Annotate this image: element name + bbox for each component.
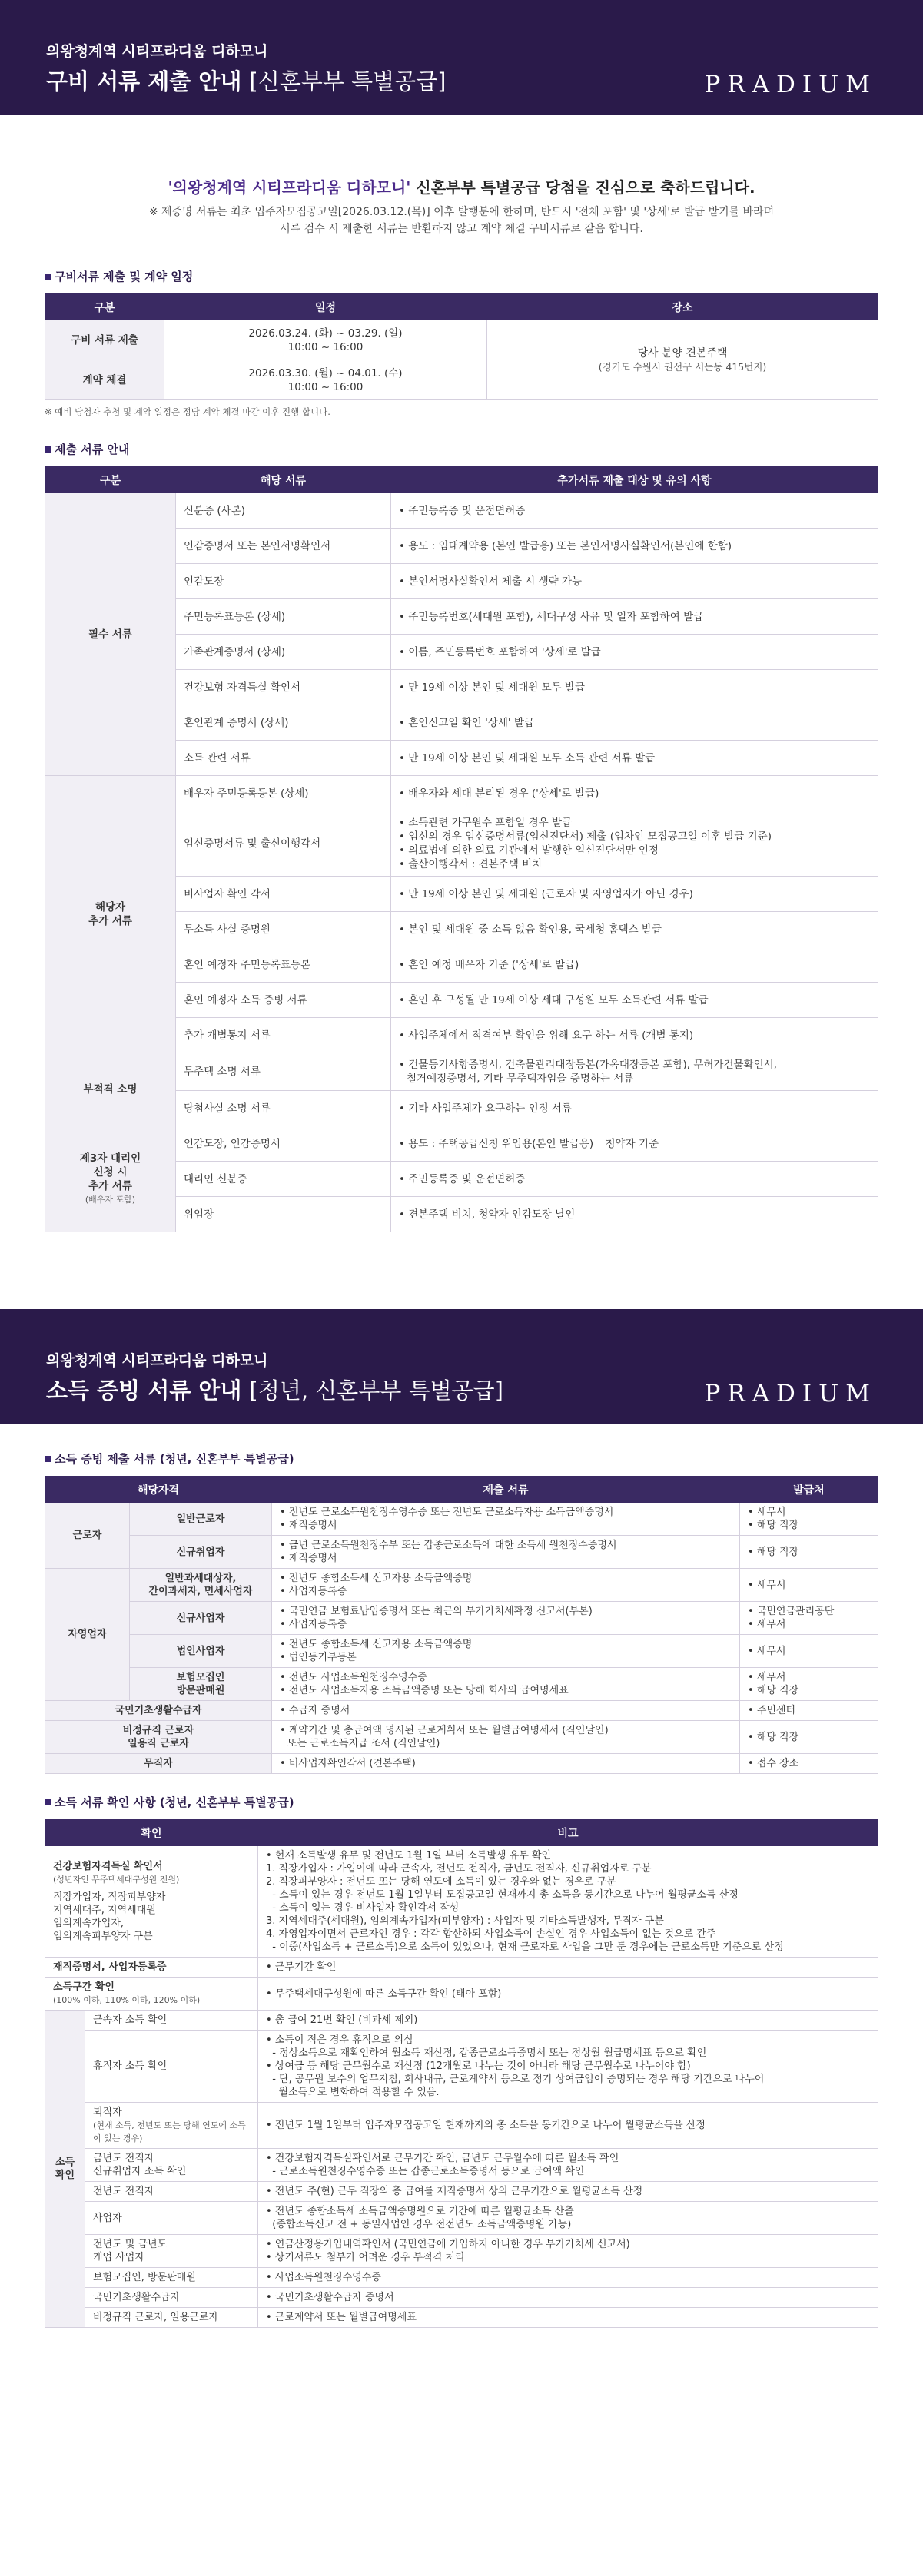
document-note: • 만 19세 이상 본인 및 세대원 (근로자 및 자영업자가 아닌 경우) xyxy=(391,877,878,912)
check-label: 보험모집인, 방문판매원 xyxy=(85,2268,258,2288)
document-note: • 혼인 예정 배우자 기준 ('상세'로 발급) xyxy=(391,947,878,983)
document-note: • 이름, 주민등록번호 포함하여 '상세'로 발급 xyxy=(391,635,878,670)
document-name: 가족관계증명서 (상세) xyxy=(176,635,391,670)
table-row xyxy=(45,1668,878,1701)
issuer: • 해당 직장 xyxy=(740,1536,878,1569)
table-row xyxy=(45,1126,878,1162)
qualification: 무직자 xyxy=(45,1754,272,1774)
table-row xyxy=(45,2182,878,2202)
document-note: • 본인 및 세대원 중 소득 없음 확인용, 국세청 홈택스 발급 xyxy=(391,912,878,947)
table-header: 해당 서류 xyxy=(176,467,391,493)
check-label: 사업자 xyxy=(85,2202,258,2235)
congrats-headline: '의왕청계역 시티프라디움 디하모니' 신혼부부 특별공급 당첨을 진심으로 축하드립니다. xyxy=(168,178,755,197)
document-name: 추가 개별통지 서류 xyxy=(176,1018,391,1053)
income-docs: • 계약기간 및 총급여액 명시된 근로계획서 또는 월별급여명세서 (직인날인) 또는 근로소득지급 조서 (직인날인) xyxy=(272,1721,740,1754)
document-name: 혼인 예정자 소득 증빙 서류 xyxy=(176,983,391,1018)
document-name: 건강보험 자격득실 확인서 xyxy=(176,670,391,705)
issuer: • 세무서 • 해당 직장 xyxy=(740,1503,878,1536)
qualification-sub: 신규사업자 xyxy=(130,1602,272,1635)
header-banner xyxy=(0,1309,923,1424)
income-docs: • 금년 근로소득원천징수부 또는 갑종근로소득에 대한 소득세 원천징수증명서 • 재직증명서 xyxy=(272,1536,740,1569)
schedule-table xyxy=(45,293,878,400)
document-note: • 주민등록증 및 운전면허증 xyxy=(391,493,878,529)
check-note: • 전년도 1월 1일부터 입주자모집공고일 현재까지의 총 소득을 동기간으로 나누어 월평균소득을 산정 xyxy=(258,2103,878,2149)
check-note: • 근로계약서 또는 월별급여명세표 xyxy=(258,2308,878,2328)
table-header: 제출 서류 xyxy=(272,1477,740,1503)
document-note: • 소득관련 가구원수 포함일 경우 발급 • 임신의 경우 임신증명서류(임신진단서) 제출 (임차인 모집공고일 이후 발급 기준) • 의료법에 의한 의료 기관에서 발행한 임신진단서만 인정 • 출산이행각서 : 견본주택 비치 xyxy=(391,811,878,877)
document-name: 무주택 소명 서류 xyxy=(176,1053,391,1091)
document-note: • 견본주택 비치, 청약자 인감도장 날인 xyxy=(391,1197,878,1232)
table-header: 확인 xyxy=(45,1820,258,1846)
qualification-group: 근로자 xyxy=(45,1503,130,1569)
group-label: 필수 서류 xyxy=(45,493,176,776)
check-note: • 무주택세대구성원에 따른 소득구간 확인 (태아 포함) xyxy=(258,1978,878,2011)
header-banner xyxy=(0,0,923,115)
issuer: • 접수 장소 xyxy=(740,1754,878,1774)
table-row xyxy=(45,1635,878,1668)
document-name: 당첨사실 소명 서류 xyxy=(176,1091,391,1126)
check-label: 근속자 소득 확인 xyxy=(85,2011,258,2031)
document-name: 대리인 신분증 xyxy=(176,1162,391,1197)
table-header: 비고 xyxy=(258,1820,878,1846)
documents-table xyxy=(45,466,878,1232)
table-row xyxy=(45,1978,878,2011)
document-note: • 주민등록번호(세대원 포함), 세대구성 사유 및 일자 포함하여 발급 xyxy=(391,599,878,635)
document-name: 주민등록표등본 (상세) xyxy=(176,599,391,635)
group-label: 부적격 소명 xyxy=(45,1053,176,1126)
check-label: 금년도 전직자 신규취업자 소득 확인 xyxy=(85,2149,258,2182)
table-header: 발급처 xyxy=(740,1477,878,1503)
document-name: 혼인관계 증명서 (상세) xyxy=(176,705,391,741)
document-note: • 주민등록증 및 운전면허증 xyxy=(391,1162,878,1197)
issuer: • 세무서 xyxy=(740,1635,878,1668)
schedule-date: 2026.03.24. (화) ~ 03.29. (일) 10:00 ~ 16:00 xyxy=(164,320,487,360)
table-row xyxy=(45,1721,878,1754)
check-label: 소득구간 확인 (100% 이하, 110% 이하, 120% 이하) xyxy=(45,1978,258,2011)
document-name: 비사업자 확인 각서 xyxy=(176,877,391,912)
document-note: • 혼인 후 구성될 만 19세 이상 세대 구성원 모두 소득관련 서류 발급 xyxy=(391,983,878,1018)
document-note: • 혼인신고일 확인 '상세' 발급 xyxy=(391,705,878,741)
qualification: 비정규직 근로자 일용직 근로자 xyxy=(45,1721,272,1754)
schedule-date: 2026.03.30. (월) ~ 04.01. (수) 10:00 ~ 16:00 xyxy=(164,360,487,400)
check-note: • 국민기초생활수급자 증명서 xyxy=(258,2288,878,2308)
check-group-label: 소득 확인 xyxy=(45,2011,85,2328)
table-row xyxy=(45,776,878,811)
document-name: 임신증명서류 및 출신이행각서 xyxy=(176,811,391,877)
issuer: • 국민연금관리공단 • 세무서 xyxy=(740,1602,878,1635)
qualification-sub: 일반근로자 xyxy=(130,1503,272,1536)
issuer: • 해당 직장 xyxy=(740,1721,878,1754)
document-note: • 만 19세 이상 본인 및 세대원 모두 소득 관련 서류 발급 xyxy=(391,741,878,776)
table-row xyxy=(45,1701,878,1721)
document-note: • 건물등기사항증명서, 건축물관리대장등본(가옥대장등본 포함), 무허가건물확인서, 철거예정증명서, 기타 무주택자임을 증명하는 서류 xyxy=(391,1053,878,1091)
check-note: • 전년도 종합소득세 소득금액증명원으로 기간에 따른 월평균소득 산출 (종합소득신고 전 + 동일사업인 경우 전전년도 소득금액증명원 가능) xyxy=(258,2202,878,2235)
congrats-note: ※ 제증명 서류는 최초 입주자모집공고일[2026.03.12.(목)] 이후 발행분에 한하며, 반드시 '전체 포함' 및 '상세'로 발급 받기를 바라며 서류 검수 시 제출한 서류는 반환하지 않고 계약 체결 구비서류로 갈음 합니다. xyxy=(148,206,775,235)
document-note: • 기타 사업주체가 요구하는 인정 서류 xyxy=(391,1091,878,1126)
check-label: 재직증명서, 사업자등록증 xyxy=(45,1958,258,1978)
qualification-sub: 법인사업자 xyxy=(130,1635,272,1668)
check-label: 전년도 전직자 xyxy=(85,2182,258,2202)
section-title: 소득 서류 확인 사항 (청년, 신혼부부 특별공급) xyxy=(45,1794,878,1810)
check-note: • 총 급여 21번 확인 (비과세 제외) xyxy=(258,2011,878,2031)
document-name: 소득 관련 서류 xyxy=(176,741,391,776)
table-header: 장소 xyxy=(487,294,878,320)
check-note: • 사업소득원천징수영수증 xyxy=(258,2268,878,2288)
check-note: • 전년도 주(현) 근무 직장의 총 급여를 재직증명서 상의 근무기간으로 월평균소득 산정 xyxy=(258,2182,878,2202)
table-row xyxy=(45,2103,878,2149)
group-label: 제3자 대리인 신청 시 추가 서류 (배우자 포함) xyxy=(45,1126,176,1232)
schedule-label: 계약 체결 xyxy=(45,360,164,400)
qualification: 국민기초생활수급자 xyxy=(45,1701,272,1721)
check-label: 비정규직 근로자, 일용근로자 xyxy=(85,2308,258,2328)
issuer: • 주민센터 xyxy=(740,1701,878,1721)
document-note: • 만 19세 이상 본인 및 세대원 모두 발급 xyxy=(391,670,878,705)
income-documents-table xyxy=(45,1476,878,1774)
brand-logo: PRADIUM xyxy=(704,1380,877,1407)
qualification-group: 자영업자 xyxy=(45,1569,130,1701)
income-docs: • 국민연금 보험료납입증명서 또는 최근의 부가가치세확정 신고서(부본) • 사업자등록증 xyxy=(272,1602,740,1635)
table-row xyxy=(45,1846,878,1958)
document-name: 배우자 주민등록등본 (상세) xyxy=(176,776,391,811)
document-name: 위임장 xyxy=(176,1197,391,1232)
issuer: • 세무서 • 해당 직장 xyxy=(740,1668,878,1701)
congratulation-message xyxy=(0,175,923,237)
table-row xyxy=(45,2308,878,2328)
income-docs: • 전년도 근로소득원천징수영수증 또는 전년도 근로소득자용 소득금액증명서 • 재직증명서 xyxy=(272,1503,740,1536)
section-title: 소득 증빙 제출 서류 (청년, 신혼부부 특별공급) xyxy=(45,1450,878,1467)
check-note: • 건강보험자격득실확인서로 근무기간 확인, 금년도 근무월수에 따른 월소득 확인 - 근로소득원천징수영수증 또는 갑종근로소득증명서 등으로 급여액 확인 xyxy=(258,2149,878,2182)
table-row xyxy=(45,1503,878,1536)
brand-logo: PRADIUM xyxy=(704,71,877,98)
table-header: 일정 xyxy=(164,294,487,320)
document-note: • 용도 : 임대계약용 (본인 발급용) 또는 본인서명사실확인서(본인에 한함) xyxy=(391,529,878,564)
group-label: 해당자 추가 서류 xyxy=(45,776,176,1053)
banner-title: 구비 서류 제출 안내 [신혼부부 특별공급] xyxy=(46,68,447,94)
table-row xyxy=(45,1536,878,1569)
check-label: 건강보험자격득실 확인서 (성년자인 무주택세대구성원 전원) 직장가입자, 직장피부양자 지역세대주, 지역세대원 임의계속가입자, 임의계속피부양자 구분 xyxy=(45,1846,258,1958)
qualification-sub: 보험모집인 방문판매원 xyxy=(130,1668,272,1701)
income-check-table xyxy=(45,1819,878,2328)
issuer: • 세무서 xyxy=(740,1569,878,1602)
income-docs: • 전년도 종합소득세 신고자용 소득금액증명 • 법인등기부등본 xyxy=(272,1635,740,1668)
section-title: 구비서류 제출 및 계약 일정 xyxy=(45,268,878,284)
table-row xyxy=(45,1958,878,1978)
check-label: 휴직자 소득 확인 xyxy=(85,2031,258,2103)
check-note: • 근무기간 확인 xyxy=(258,1958,878,1978)
income-docs: • 수급자 증명서 xyxy=(272,1701,740,1721)
income-docs: • 전년도 사업소득원천징수영수증 • 전년도 사업소득자용 소득금액증명 또는 당해 회사의 급여명세표 xyxy=(272,1668,740,1701)
document-name: 신분증 (사본) xyxy=(176,493,391,529)
qualification-sub: 신규취업자 xyxy=(130,1536,272,1569)
document-name: 인감도장, 인감증명서 xyxy=(176,1126,391,1162)
table-row xyxy=(45,2031,878,2103)
check-note: • 소득이 적은 경우 휴직으로 의심 - 정상소득으로 재확인하여 월소득 재산정, 갑종근로소득증명서 또는 정상월 월급명세표 등으로 확인 • 상여금 등 해당 근무월수로 재산정 (12개월로 나누는 것이 아니라 해당 근무월수로 나누어야 함) - 단, 공무원 보수의 업무지침, 회사내규, 근로계약서 등으로 정기 상여금임이 증명되는 경우 해당 기간으로 나누어 월소득으로 변화하여 적용할 수 있음. xyxy=(258,2031,878,2103)
banner-subtitle: 의왕청계역 시티프라디움 디하모니 xyxy=(46,1352,268,1369)
schedule-note: ※ 예비 당첨자 추첨 및 계약 일정은 정당 계약 체결 마감 이후 진행 합니다. xyxy=(45,406,330,417)
schedule-label: 구비 서류 제출 xyxy=(45,320,164,360)
banner-subtitle: 의왕청계역 시티프라디움 디하모니 xyxy=(46,43,268,60)
table-row xyxy=(45,493,878,529)
document-note: • 용도 : 주택공급신청 위임용(본인 발급용) _ 청약자 기준 xyxy=(391,1126,878,1162)
table-header: 구분 xyxy=(45,467,176,493)
table-row xyxy=(45,2149,878,2182)
table-header: 구분 xyxy=(45,294,164,320)
table-row xyxy=(45,1053,878,1091)
table-header: 해당자격 xyxy=(45,1477,272,1503)
document-name: 인감증명서 또는 본인서명확인서 xyxy=(176,529,391,564)
table-header: 추가서류 제출 대상 및 유의 사항 xyxy=(391,467,878,493)
document-note: • 본인서명사실확인서 제출 시 생략 가능 xyxy=(391,564,878,599)
check-label: 국민기초생활수급자 xyxy=(85,2288,258,2308)
table-row xyxy=(45,2288,878,2308)
check-label: 퇴직자 (현재 소득, 전년도 또는 당해 연도에 소득이 있는 경우) xyxy=(85,2103,258,2149)
schedule-place: 당사 분양 견본주택 (경기도 수원시 권선구 서둔동 415번지) xyxy=(487,320,878,400)
income-docs: • 비사업자확인각서 (견본주택) xyxy=(272,1754,740,1774)
table-row xyxy=(45,2202,878,2235)
document-name: 무소득 사실 증명원 xyxy=(176,912,391,947)
qualification-sub: 일반과세대상자, 간이과세자, 면세사업자 xyxy=(130,1569,272,1602)
table-row xyxy=(45,1754,878,1774)
check-note: • 연금산정용가입내역확인서 (국민연금에 가입하지 아니한 경우 부가가치세 신고서) • 상기서류도 첨부가 어려운 경우 부적격 처리 xyxy=(258,2235,878,2268)
document-name: 인감도장 xyxy=(176,564,391,599)
section-title: 제출 서류 안내 xyxy=(45,441,878,457)
document-name: 혼인 예정자 주민등록표등본 xyxy=(176,947,391,983)
square-bullet-icon xyxy=(45,1456,51,1462)
income-docs: • 전년도 종합소득세 신고자용 소득금액증명 • 사업자등록증 xyxy=(272,1569,740,1602)
check-label: 전년도 및 금년도 개업 사업자 xyxy=(85,2235,258,2268)
table-row xyxy=(45,1569,878,1602)
square-bullet-icon xyxy=(45,1799,51,1805)
banner-title: 소득 증빙 서류 안내 [청년, 신혼부부 특별공급] xyxy=(46,1378,503,1404)
document-note: • 사업주체에서 적격여부 확인을 위해 요구 하는 서류 (개별 통지) xyxy=(391,1018,878,1053)
table-row xyxy=(45,1602,878,1635)
table-row xyxy=(45,2268,878,2288)
table-row xyxy=(45,2235,878,2268)
table-row xyxy=(45,2011,878,2031)
document-note: • 배우자와 세대 분리된 경우 ('상세'로 발급) xyxy=(391,776,878,811)
square-bullet-icon xyxy=(45,446,51,453)
check-note: • 현재 소득발생 유무 및 전년도 1월 1일 부터 소득발생 유무 확인 1. 직장가입자 : 가입이에 따라 근속자, 전년도 전직자, 금년도 전직자, 신규취업자로 구분 2. 직장피부양자 : 전년도 또는 당해 연도에 소득이 있는 경우와 없는 경우로 구분 - 소득이 있는 경우 전년도 1월 1일부터 모집공고일 현재까지 총 소득을 동기간으로 나누어 월평균소득 산정 - 소득이 없는 경우 비사업자 확인각서 작성 3. 지역세대주(세대원), 임의계속가입자(피부양자) : 사업자 및 기타소득발생자, 무직자 구분 4. 자영업자이면서 근로자인 경우 : 각각 합산하되 사업소득이 손실인 경우 사업소득이 없는 것으로 간주 - 이중(사업소득 + 근로소득)으로 소득이 있었으나, 현재 근로자로 사업을 그만 둔 경우에는 근로소득만 기준으로 산정 xyxy=(258,1846,878,1958)
square-bullet-icon xyxy=(45,274,51,280)
